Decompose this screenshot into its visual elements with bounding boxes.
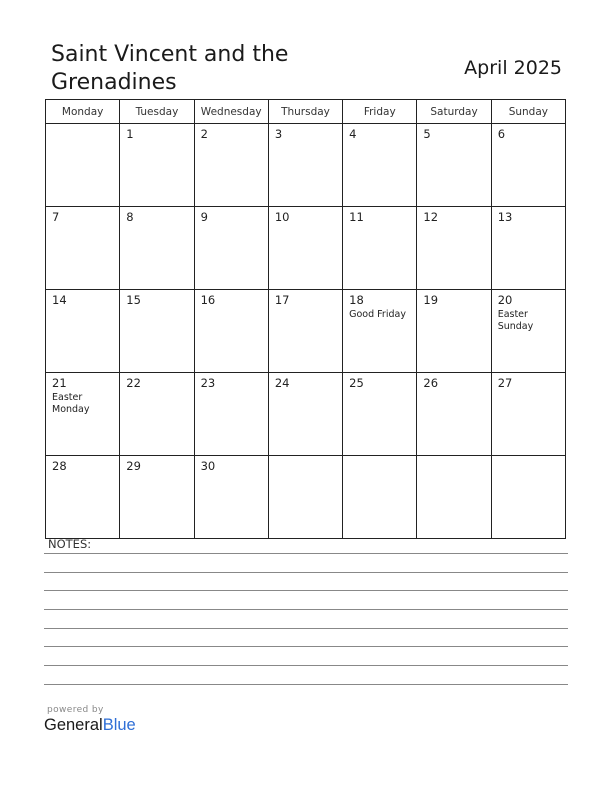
- day-number: 16: [200, 293, 216, 307]
- calendar-day-cell: [491, 124, 565, 207]
- weekday-wednesday: Wednesday: [194, 100, 268, 124]
- day-number: 20: [497, 293, 513, 307]
- holiday-label: Easter Sunday: [497, 309, 534, 332]
- calendar-day-cell: [268, 456, 342, 539]
- calendar-day-cell: [417, 373, 491, 456]
- month-title: April 2025: [464, 57, 562, 79]
- calendar-day-cell: [194, 124, 268, 207]
- day-number: 13: [497, 210, 513, 224]
- day-number: 2: [200, 127, 208, 141]
- notes-line: [44, 665, 568, 666]
- calendar-day-cell: [120, 373, 194, 456]
- day-number: 3: [274, 127, 283, 141]
- calendar-day-cell: [46, 373, 120, 456]
- calendar-grid: [45, 99, 566, 539]
- day-number: 15: [126, 293, 141, 307]
- country-title: Saint Vincent and the Grenadines: [51, 42, 289, 95]
- calendar-day-cell: [343, 456, 417, 539]
- calendar-day-cell: [46, 290, 120, 373]
- calendar-day-cell: [417, 456, 491, 539]
- notes-line: [44, 609, 568, 610]
- calendar-week-row: [46, 124, 566, 207]
- day-number: 4: [349, 127, 357, 141]
- generalblue-logo: [44, 716, 136, 735]
- holiday-label: Easter Monday: [52, 392, 90, 415]
- notes-line: [44, 628, 568, 629]
- day-number: 12: [423, 210, 439, 224]
- notes-line: [44, 553, 568, 554]
- day-number: 18: [349, 293, 364, 307]
- day-number: 28: [52, 459, 67, 473]
- calendar-day-cell: [120, 456, 194, 539]
- day-number: 5: [423, 127, 431, 141]
- holiday-label: Good Friday: [349, 309, 406, 320]
- calendar-day-cell: [268, 124, 342, 207]
- notes-line: [44, 590, 568, 591]
- notes-line: [44, 684, 568, 685]
- brand-blue: Blue: [102, 716, 136, 734]
- day-number: 6: [497, 127, 506, 141]
- calendar-day-cell: [417, 290, 491, 373]
- weekday-tuesday: Tuesday: [120, 100, 194, 124]
- calendar-week-row: [46, 290, 566, 373]
- calendar-day-cell: [491, 207, 565, 290]
- notes-line: [44, 646, 568, 647]
- calendar-day-cell: [343, 207, 417, 290]
- weekday-friday: Friday: [343, 100, 417, 124]
- day-number: 10: [274, 210, 290, 224]
- calendar-day-cell: [417, 207, 491, 290]
- brand-general: General: [44, 716, 103, 734]
- calendar-day-cell: [343, 124, 417, 207]
- day-number: 30: [200, 459, 216, 473]
- calendar-day-cell: [194, 290, 268, 373]
- weekday-saturday: Saturday: [417, 100, 491, 124]
- calendar-day-cell: [268, 207, 342, 290]
- day-number: 19: [423, 293, 439, 307]
- calendar-week-row: [46, 207, 566, 290]
- weekday-thursday: Thursday: [268, 100, 342, 124]
- notes-label: NOTES:: [48, 537, 92, 551]
- weekday-header-row: [46, 100, 566, 124]
- powered-by-text: powered by: [47, 705, 104, 715]
- calendar-day-cell: [46, 124, 120, 207]
- calendar-day-cell: [194, 456, 268, 539]
- calendar-week-row: [46, 456, 566, 539]
- notes-line: [44, 572, 568, 573]
- calendar-day-cell: [120, 124, 194, 207]
- day-number: 7: [52, 210, 60, 224]
- day-number: 1: [126, 127, 134, 141]
- calendar-week-row: [46, 373, 566, 456]
- calendar-day-cell: [491, 290, 565, 373]
- calendar-day-cell: [120, 207, 194, 290]
- day-number: 24: [274, 376, 290, 390]
- calendar-day-cell: [46, 456, 120, 539]
- calendar-day-cell: [268, 373, 342, 456]
- calendar-day-cell: [194, 373, 268, 456]
- calendar-day-cell: [491, 456, 565, 539]
- calendar-day-cell: [417, 124, 491, 207]
- day-number: 26: [423, 376, 439, 390]
- calendar-day-cell: [343, 373, 417, 456]
- day-number: 23: [200, 376, 216, 390]
- day-number: 9: [200, 210, 208, 224]
- calendar-day-cell: [120, 290, 194, 373]
- calendar-day-cell: [268, 290, 342, 373]
- day-number: 27: [497, 376, 513, 390]
- day-number: 17: [274, 293, 290, 307]
- calendar-day-cell: [343, 290, 417, 373]
- calendar-day-cell: [194, 207, 268, 290]
- day-number: 29: [126, 459, 141, 473]
- calendar-day-cell: [491, 373, 565, 456]
- calendar-day-cell: [46, 207, 120, 290]
- weekday-monday: Monday: [46, 100, 120, 124]
- weekday-sunday: Sunday: [491, 100, 565, 124]
- day-number: 22: [126, 376, 141, 390]
- day-number: 8: [126, 210, 134, 224]
- day-number: 14: [52, 293, 67, 307]
- day-number: 25: [349, 376, 364, 390]
- day-number: 11: [349, 210, 364, 224]
- day-number: 21: [52, 376, 67, 390]
